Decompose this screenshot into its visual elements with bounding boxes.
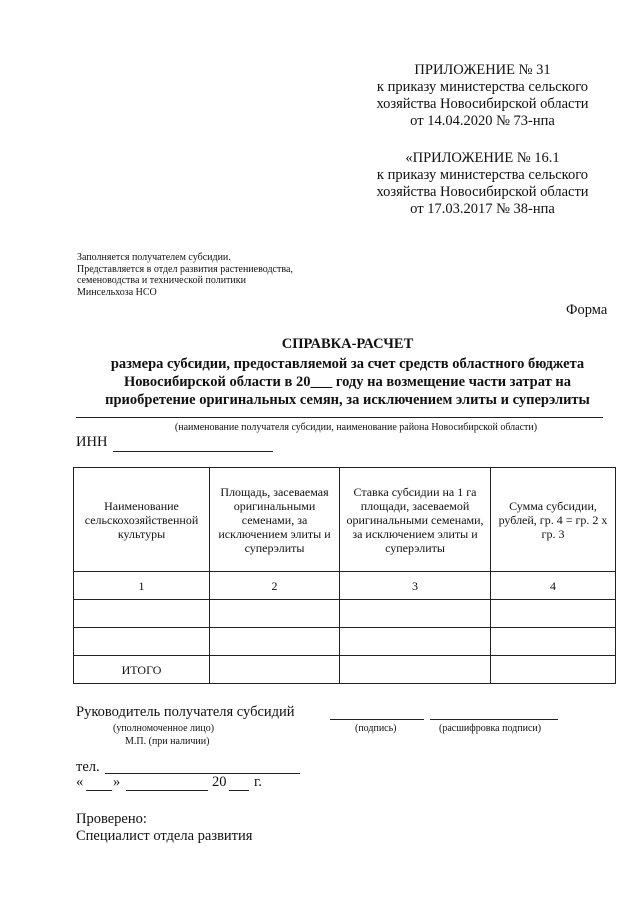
appendix-header-1 bbox=[360, 62, 605, 130]
decode-caption: (расшифровка подписи) bbox=[439, 723, 542, 734]
document-subtitle bbox=[60, 355, 635, 409]
appendix-line: ПРИЛОЖЕНИЕ № 31 bbox=[414, 62, 551, 78]
subtitle-line: размера субсидии, предоставляемой за счет средств областного бюджета bbox=[110, 356, 585, 372]
year-prefix: 20 bbox=[212, 774, 227, 790]
subtitle-line: Новосибирской области в 20___ году на возмещение части затрат на bbox=[124, 374, 571, 390]
day-field[interactable] bbox=[86, 790, 112, 791]
total-label: ИТОГО bbox=[74, 656, 210, 684]
table-cell[interactable] bbox=[491, 656, 616, 684]
note-line: семеноводства и технической политики bbox=[77, 275, 246, 286]
header-cell: Ставка субсидии на 1 га площади, засеваемой оригинальными семенами, за исключением элиты и суперэлиты bbox=[340, 468, 491, 572]
appendix-line: хозяйства Новосибирской области bbox=[376, 96, 589, 112]
header-cell: Наименование сельскохозяйственной культуры bbox=[74, 468, 210, 572]
table-cell[interactable] bbox=[74, 600, 210, 628]
table-cell[interactable] bbox=[491, 600, 616, 628]
table-header-row bbox=[74, 468, 616, 572]
recipient-name-line[interactable] bbox=[76, 417, 603, 418]
table-row bbox=[74, 600, 616, 628]
note-line: Заполняется получателем субсидии. bbox=[77, 252, 231, 263]
submission-note bbox=[77, 252, 293, 298]
column-number: 3 bbox=[340, 572, 491, 600]
appendix-line: «ПРИЛОЖЕНИЕ № 16.1 bbox=[405, 150, 560, 166]
inn-label: ИНН bbox=[76, 434, 108, 450]
table-cell[interactable] bbox=[340, 600, 491, 628]
note-line: Минсельхоза НСО bbox=[77, 286, 157, 298]
table-cell[interactable] bbox=[74, 628, 210, 656]
table-cell[interactable] bbox=[210, 656, 340, 684]
checked-label: Проверено: bbox=[76, 811, 147, 827]
form-label: Форма bbox=[566, 302, 608, 318]
header-cell: Сумма субсидии, рублей, гр. 4 = гр. 2 х гр. 3 bbox=[491, 468, 616, 572]
year-field[interactable] bbox=[229, 790, 249, 791]
subtitle-line: приобретение оригинальных семян, за исключением элиты и суперэлиты bbox=[105, 392, 590, 408]
head-label: Руководитель получателя субсидий bbox=[76, 704, 295, 720]
appendix-line: к приказу министерства сельского bbox=[376, 167, 589, 183]
column-number-row bbox=[74, 572, 616, 600]
appendix-line: от 14.04.2020 № 73-нпа bbox=[410, 113, 555, 129]
authorized-caption: (уполномоченное лицо) bbox=[113, 723, 215, 734]
month-field[interactable] bbox=[126, 790, 208, 791]
inn-field[interactable] bbox=[113, 451, 273, 452]
column-number: 4 bbox=[491, 572, 616, 600]
table-cell[interactable] bbox=[491, 628, 616, 656]
appendix-line: хозяйства Новосибирской области bbox=[376, 184, 589, 200]
subsidy-table bbox=[73, 467, 616, 684]
appendix-header-2 bbox=[360, 150, 605, 218]
phone-field[interactable] bbox=[105, 773, 300, 774]
total-row bbox=[74, 656, 616, 684]
document-title: СПРАВКА-РАСЧЕТ bbox=[281, 336, 414, 352]
table-cell[interactable] bbox=[210, 628, 340, 656]
appendix-line: к приказу министерства сельского bbox=[376, 79, 589, 95]
year-suffix: г. bbox=[254, 774, 262, 790]
stamp-caption: М.П. (при наличии) bbox=[125, 736, 210, 747]
date-close-quote: » bbox=[113, 774, 121, 790]
specialist-label: Специалист отдела развития bbox=[76, 828, 253, 844]
table-row bbox=[74, 628, 616, 656]
note-line: Представляется в отдел развития растениеводства, bbox=[77, 263, 293, 275]
table-cell[interactable] bbox=[340, 656, 491, 684]
table-cell[interactable] bbox=[210, 600, 340, 628]
column-number: 1 bbox=[74, 572, 210, 600]
phone-label: тел. bbox=[76, 759, 100, 775]
signature-caption: (подпись) bbox=[355, 723, 397, 734]
recipient-caption: (наименование получателя субсидии, наименование района Новосибирской области) bbox=[174, 422, 538, 433]
signature-line[interactable] bbox=[330, 719, 424, 720]
appendix-line: от 17.03.2017 № 38-нпа bbox=[410, 201, 555, 217]
date-open-quote: « bbox=[76, 774, 84, 790]
signature-decode-line[interactable] bbox=[430, 719, 558, 720]
header-cell: Площадь, засеваемая оригинальными семенами, за исключением элиты и суперэлиты bbox=[210, 468, 340, 572]
table-cell[interactable] bbox=[340, 628, 491, 656]
column-number: 2 bbox=[210, 572, 340, 600]
